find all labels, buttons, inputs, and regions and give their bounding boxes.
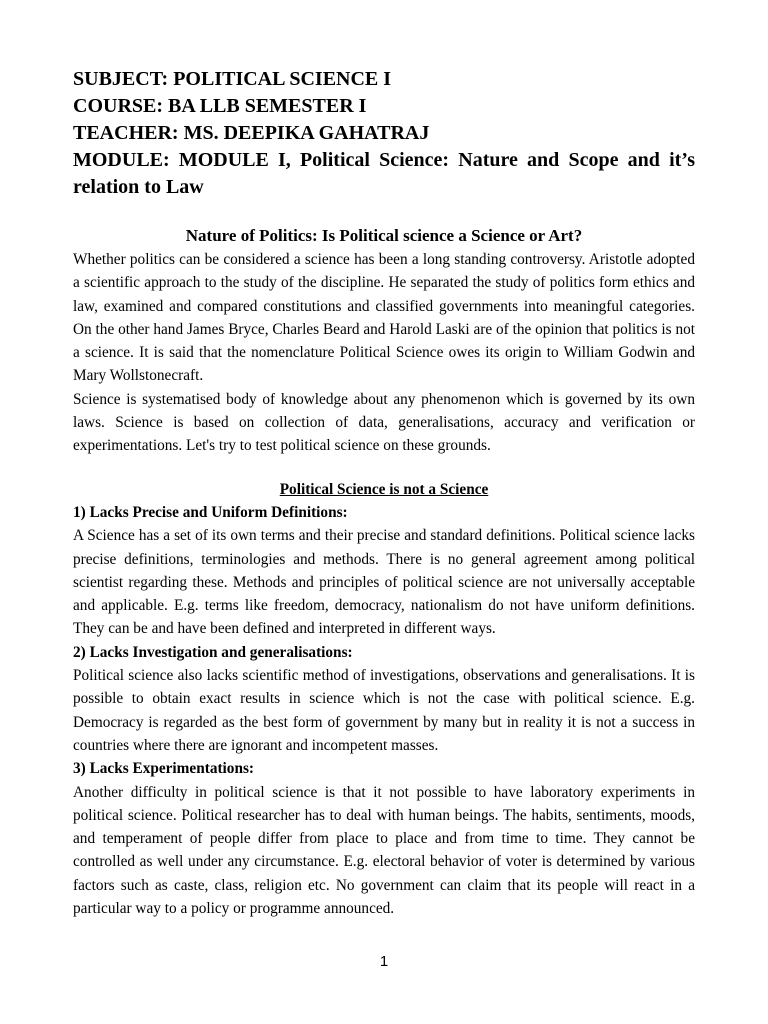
intro-paragraph: Science is systematised body of knowledge about any phenomenon which is governed by its own laws. Science is based on collection of data, generalisations, accuracy and verification or experimentations. Let's try to test political science on these grounds. — [73, 390, 695, 455]
point-item — [73, 501, 695, 641]
point-text: Another difficulty in political science is that it not possible to have laboratory experiments in political science. Political researcher has to deal with human beings. The habits, sentiments, moods, and temperament of people differ from place to place and from time to time. They cannot be controlled as well under any circumstance. E.g. electoral behavior of voter is determined by various factors such as caste, class, religion etc. No government can claim that its people will react in a particular way to a policy or programme announced. — [73, 783, 695, 918]
subsection-title: Political Science is not a Science — [279, 480, 489, 498]
point-item — [73, 641, 695, 757]
subject-line: SUBJECT: POLITICAL SCIENCE I — [73, 68, 392, 90]
point-text: A Science has a set of its own terms and their precise and standard definitions. Political science lacks precise definitions, terminologies and methods. There is no general agreement among political scientist regarding these. Methods and principles of political science are not universally acceptable and applicable. E.g. terms like freedom, democracy, nationalism do not have uniform definitions. They can be and have been defined and interpreted in different ways. — [73, 527, 695, 638]
teacher-line: TEACHER: MS. DEEPIKA GAHATRAJ — [73, 122, 430, 144]
document-header — [73, 66, 695, 201]
point-heading: 2) Lacks Investigation and generalisations: — [73, 643, 353, 661]
point-heading: 3) Lacks Experimentations: — [73, 760, 255, 778]
intro-paragraph: Whether politics can be considered a science has been a long standing controversy. Aristotle adopted a scientific approach to the study of the discipline. He separated the study of politics form ethics and law, examined and compared constitutions and classified governments into meaningful categories. On the other hand James Bryce, Charles Beard and Harold Laski are of the opinion that politics is not a science. It is said that the nomenclature Political Science owes its origin to William Godwin and Mary Wollstonecraft. — [73, 251, 695, 385]
course-line: COURSE: BA LLB SEMESTER I — [73, 95, 367, 117]
module-line: MODULE: MODULE I, Political Science: Nature and Scope and it’s relation to Law — [73, 149, 695, 198]
section-title: Nature of Politics: Is Political science a Science or Art? — [185, 226, 583, 245]
page-number: 1 — [379, 953, 389, 970]
point-heading: 1) Lacks Precise and Uniform Definitions: — [73, 503, 348, 521]
point-text: Political science also lacks scientific method of investigations, observations and generalisations. It is possible to obtain exact results in science which is not the case with political science. E.g. Democracy is regarded as the best form of government by many but in reality it is not a success in countries where there are ignorant and incompetent masses. — [73, 667, 695, 754]
point-item — [73, 757, 695, 920]
